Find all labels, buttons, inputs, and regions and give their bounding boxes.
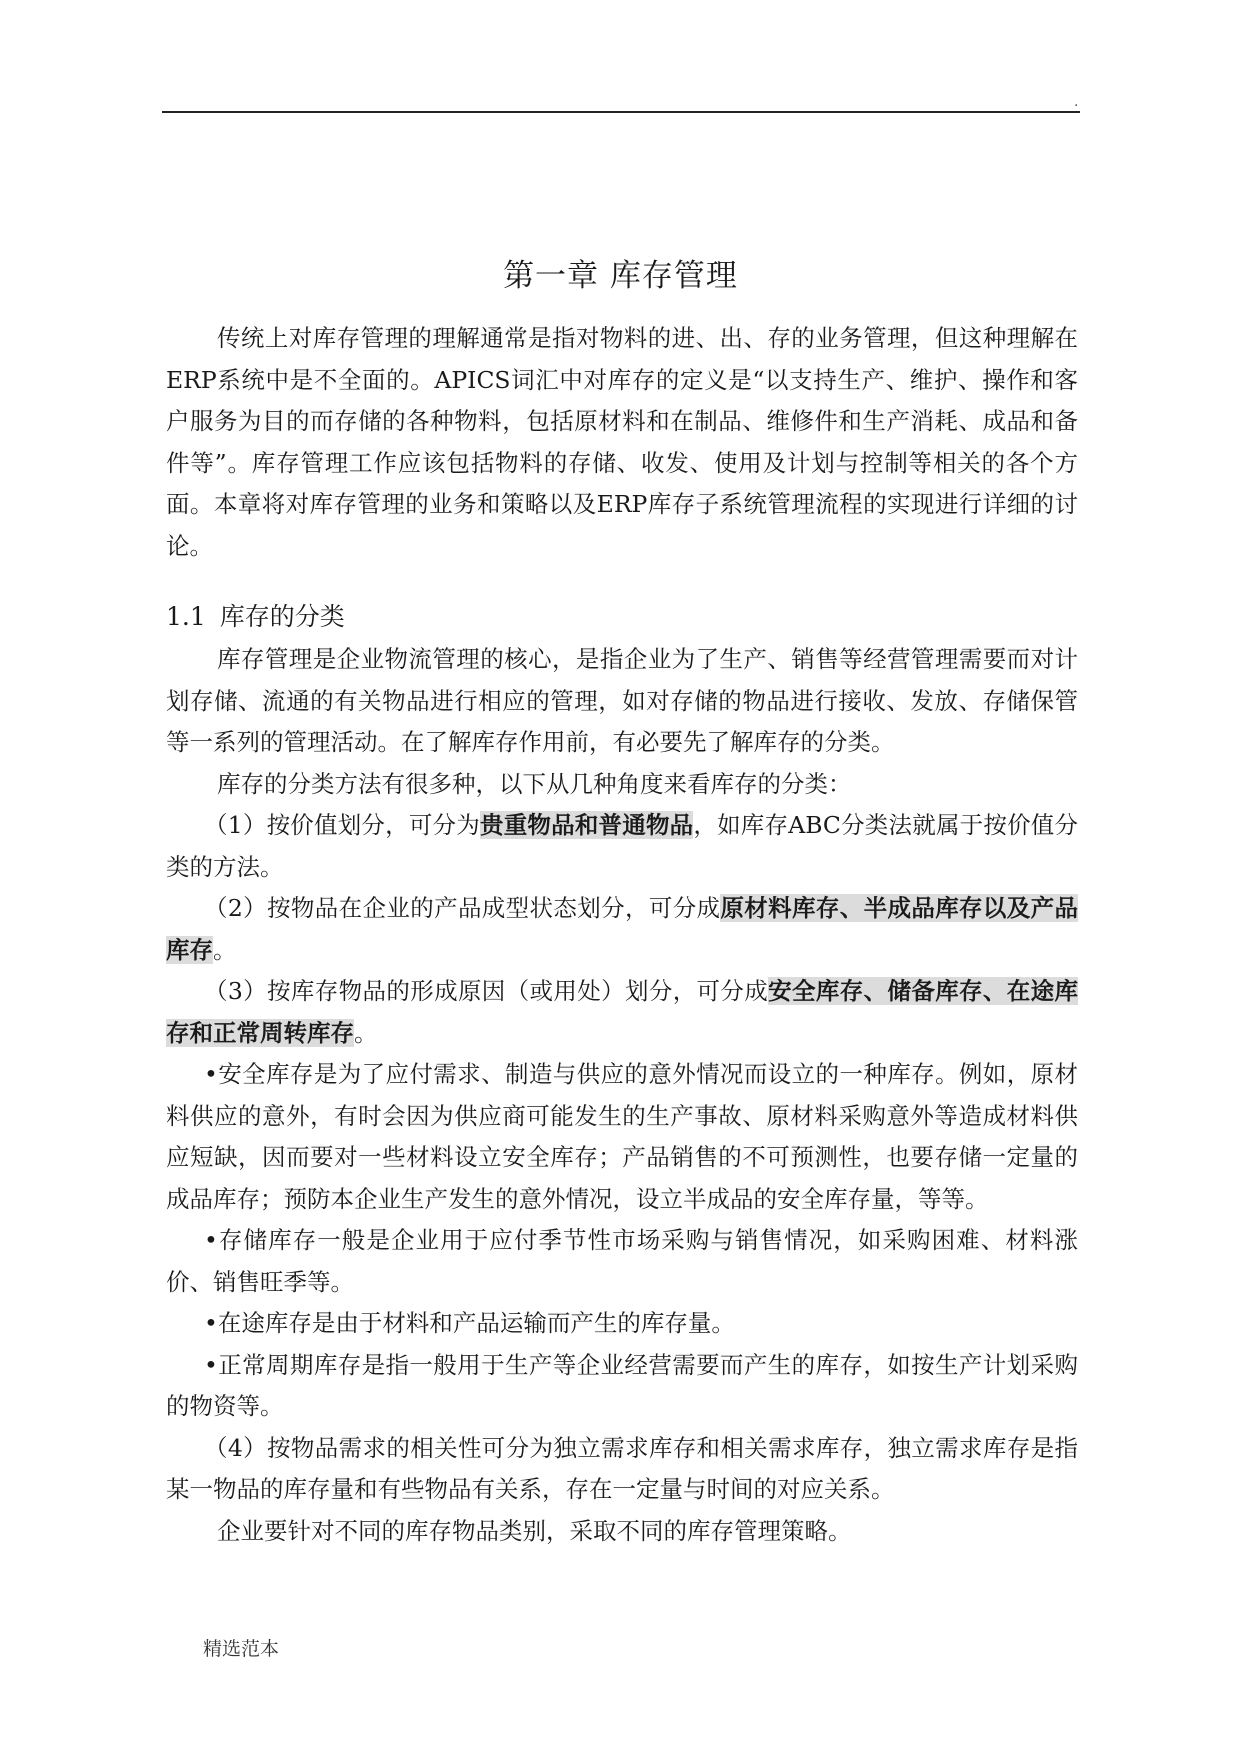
section-heading (166, 595, 1078, 639)
list-item-3-highlight: 安全库存、储备库存、在途库存和正常周转库存 (166, 977, 1079, 1047)
chapter-title: 第一章 库存管理 (503, 258, 738, 294)
header-mark: . (1074, 94, 1079, 110)
section-paragraph-2: 库存的分类方法有很多种，以下从几种角度来看库存的分类： (217, 769, 852, 798)
section-paragraph-1: 库存管理是企业物流管理的核心，是指企业为了生产、销售等经营管理需要而对计划存储、流通的有关物品进行相应的管理，如对存储的物品进行接收、发放、存储保管等一系列的管理活动。在了解库存作用前，有必要先了解库存的分类。 (166, 645, 1078, 756)
list-item-3-text: （3）按库存物品的形成原因（或用处）划分，可分成 (204, 977, 769, 1005)
list-item-2-tail: 。 (213, 935, 237, 964)
intro-paragraph: 传统上对库存管理的理解通常是指对物料的进、出、存的业务管理，但这种理解在ERP系统中是不全面的。APICS词汇中对库存的定义是“以支持生产、维护、操作和客户服务为目的而存储的各种物料，包括原材料和在制品、维修件和生产消耗、成品和备件等”。库存管理工作应该包括物料的存储、收发、使用及计划与控制等相关的各个方面。本章将对库存管理的业务和策略以及ERP库存子系统管理流程的实现进行详细的讨论。 (166, 324, 1078, 560)
closing-paragraph: 企业要针对不同的库存物品类别，采取不同的库存管理策略。 (217, 1516, 852, 1545)
footer-text: 精选范本 (203, 1638, 280, 1660)
list-item-1 (166, 805, 1078, 888)
header-rule (162, 111, 1080, 113)
bullet-reserve-stock: •存储库存一般是企业用于应付季节性市场采购与销售情况，如采购困难、材料涨价、销售旺季等。 (166, 1226, 1078, 1296)
document-body (166, 318, 1078, 1552)
list-item-3 (166, 971, 1078, 1054)
list-item-3-tail: 。 (354, 1018, 378, 1047)
list-item-2 (166, 888, 1078, 971)
bullet-transit-stock: •在途库存是由于材料和产品运输而产生的库存量。 (204, 1309, 735, 1337)
list-item-1-text: （1）按价值划分，可分为 (204, 811, 480, 839)
section-number: 1.1 (166, 602, 206, 631)
section-title: 库存的分类 (219, 602, 345, 631)
list-item-1-highlight: 贵重物品和普通物品 (479, 811, 694, 839)
bullet-safety-stock: •安全库存是为了应付需求、制造与供应的意外情况而设立的一种库存。例如，原材料供应的意外，有时会因为供应商可能发生的生产事故、原材料采购意外等造成材料供应短缺，因而要对一些材料设立安全库存；产品销售的不可预测性，也要存储一定量的成品库存；预防本企业生产发生的意外情况，设立半成品的安全库存量，等等。 (166, 1060, 1078, 1213)
list-item-2-highlight: 原材料库存、半成品库存以及产品库存 (166, 894, 1079, 964)
list-item-1-tail: ，如库存ABC分类法就属于按价值分类的方法。 (166, 811, 1078, 881)
bullet-cycle-stock: •正常周期库存是指一般用于生产等企业经营需要而产生的库存，如按生产计划采购的物资等。 (166, 1350, 1078, 1420)
list-item-2-text: （2）按物品在企业的产品成型状态划分，可分成 (204, 894, 721, 922)
list-item-4: （4）按物品需求的相关性可分为独立需求库存和相关需求库存，独立需求库存是指某一物品的库存量和有些物品有关系，存在一定量与时间的对应关系。 (166, 1433, 1078, 1503)
